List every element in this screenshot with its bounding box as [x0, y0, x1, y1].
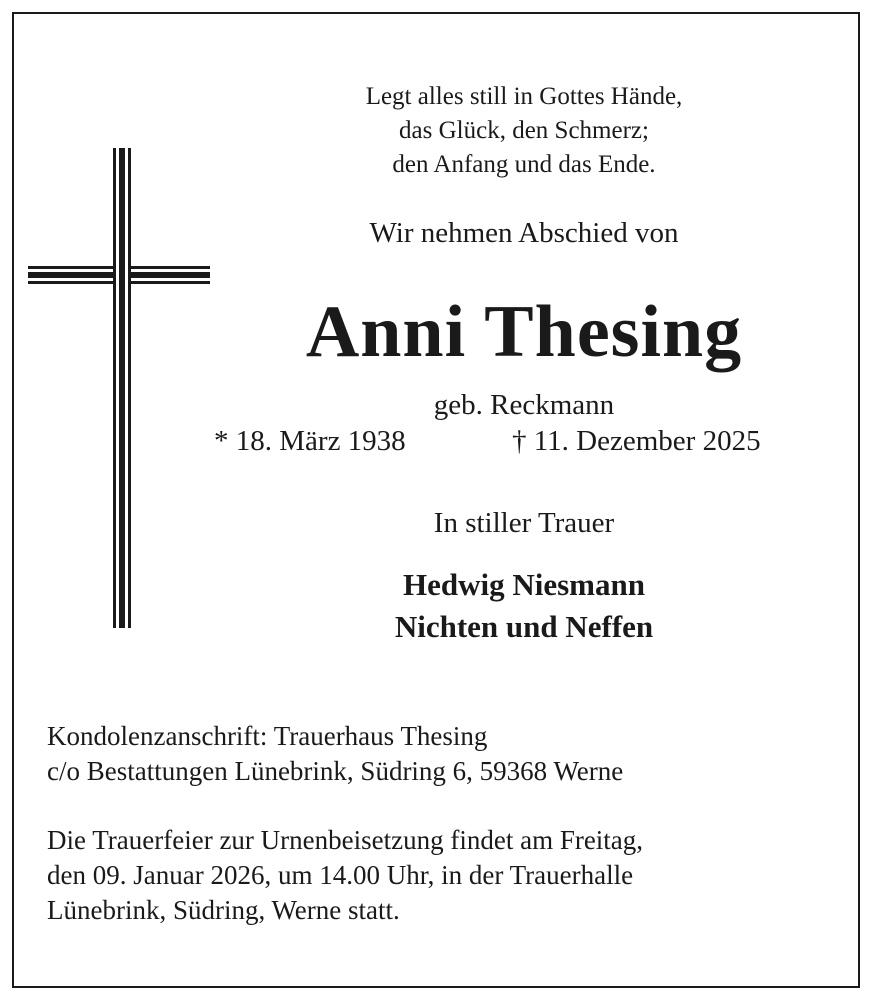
- service-line: den 09. Januar 2026, um 14.00 Uhr, in der Trauerhalle: [47, 860, 634, 890]
- condolence-address: [47, 719, 623, 789]
- maiden-name: geb. Reckmann: [433, 389, 615, 421]
- mourners: [264, 564, 784, 648]
- latin-cross-icon: [28, 148, 210, 628]
- verse-line: den Anfang und das Ende.: [392, 151, 656, 178]
- condolence-line: Kondolenzanschrift: Trauerhaus Thesing: [47, 721, 488, 751]
- condolence-line: c/o Bestattungen Lünebrink, Südring 6, 59368 Werne: [47, 756, 624, 786]
- verse-line: das Glück, den Schmerz;: [399, 117, 649, 144]
- deceased-name: Anni Thesing: [305, 291, 743, 373]
- verse: [264, 80, 784, 182]
- death-date: † 11. Dezember 2025: [512, 425, 761, 457]
- service-line: Lünebrink, Südring, Werne statt.: [47, 895, 400, 925]
- farewell-intro: Wir nehmen Abschied von: [369, 217, 679, 249]
- verse-line: Legt alles still in Gottes Hände,: [365, 83, 683, 110]
- funeral-service-info: [47, 823, 643, 928]
- mourner: Nichten und Neffen: [394, 609, 654, 644]
- mourner: Hedwig Niesmann: [403, 567, 645, 602]
- service-line: Die Trauerfeier zur Urnenbeisetzung findet am Freitag,: [47, 825, 644, 855]
- mourning-line: In stiller Trauer: [433, 507, 615, 539]
- obituary-notice: [12, 12, 860, 988]
- birth-date: * 18. März 1938: [214, 425, 406, 457]
